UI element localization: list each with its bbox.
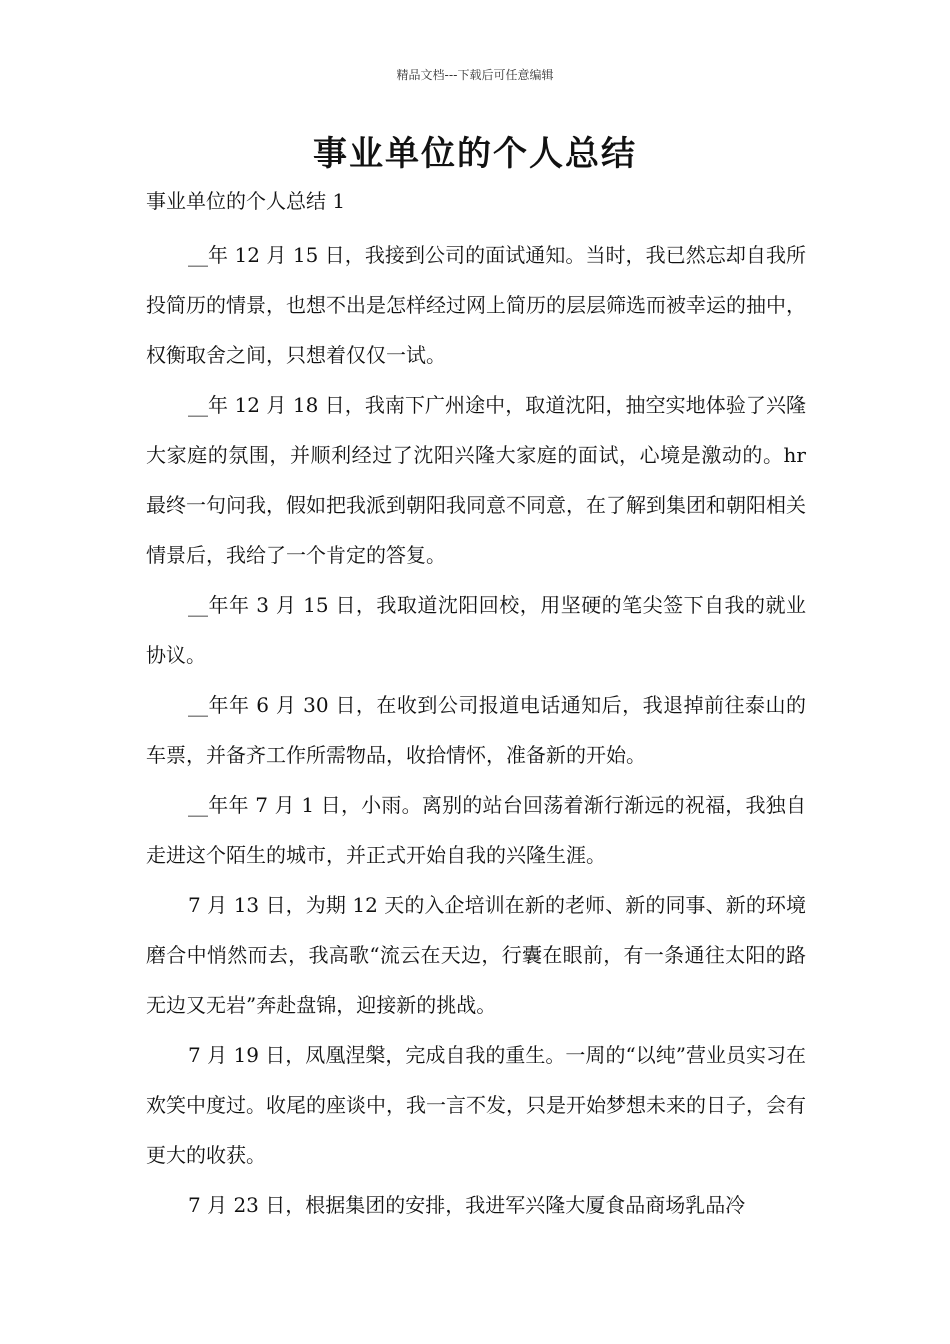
paragraph: __年年 7 月 1 日，小雨。离别的站台回荡着渐行渐远的祝福，我独自走进这个陌生的城市，并正式开始自我的兴隆生涯。 <box>146 793 806 867</box>
section-heading: 事业单位的个人总结 1 <box>146 189 346 213</box>
paragraph: 7 月 23 日，根据集团的安排，我进军兴隆大厦食品商场乳品冷 <box>188 1193 746 1217</box>
paragraph: __年 12 月 15 日，我接到公司的面试通知。当时，我已然忘却自我所投简历的情景，也想不出是怎样经过网上简历的层层筛选而被幸运的抽中，权衡取舍之间，只想着仅仅一试。 <box>146 243 806 367</box>
header-note: 精品文档---下载后可任意编辑 <box>396 68 554 82</box>
paragraph: 7 月 19 日，凤凰涅槃，完成自我的重生。一周的“以纯”营业员实习在欢笑中度过。收尾的座谈中，我一言不发，只是开始梦想未来的日子，会有更大的收获。 <box>146 1043 806 1167</box>
document-title: 事业单位的个人总结 <box>313 134 637 174</box>
paragraph: __年年 3 月 15 日，我取道沈阳回校，用坚硬的笔尖签下自我的就业协议。 <box>146 593 806 667</box>
paragraph: __年年 6 月 30 日，在收到公司报道电话通知后，我退掉前往泰山的车票，并备齐工作所需物品，收拾情怀，准备新的开始。 <box>146 693 806 767</box>
body-text <box>146 230 806 1230</box>
paragraph: 7 月 13 日，为期 12 天的入企培训在新的老师、新的同事、新的环境磨合中悄然而去，我高歌“流云在天边，行囊在眼前，有一条通往太阳的路无边又无岩”奔赴盘锦，迎接新的挑战。 <box>146 893 806 1017</box>
paragraph: __年 12 月 18 日，我南下广州途中，取道沈阳，抽空实地体验了兴隆大家庭的氛围，并顺利经过了沈阳兴隆大家庭的面试，心境是激动的。hr 最终一句问我，假如把我派到朝阳我同意不同意，在了解到集团和朝阳相关情景后，我给了一个肯定的答复。 <box>146 393 806 567</box>
